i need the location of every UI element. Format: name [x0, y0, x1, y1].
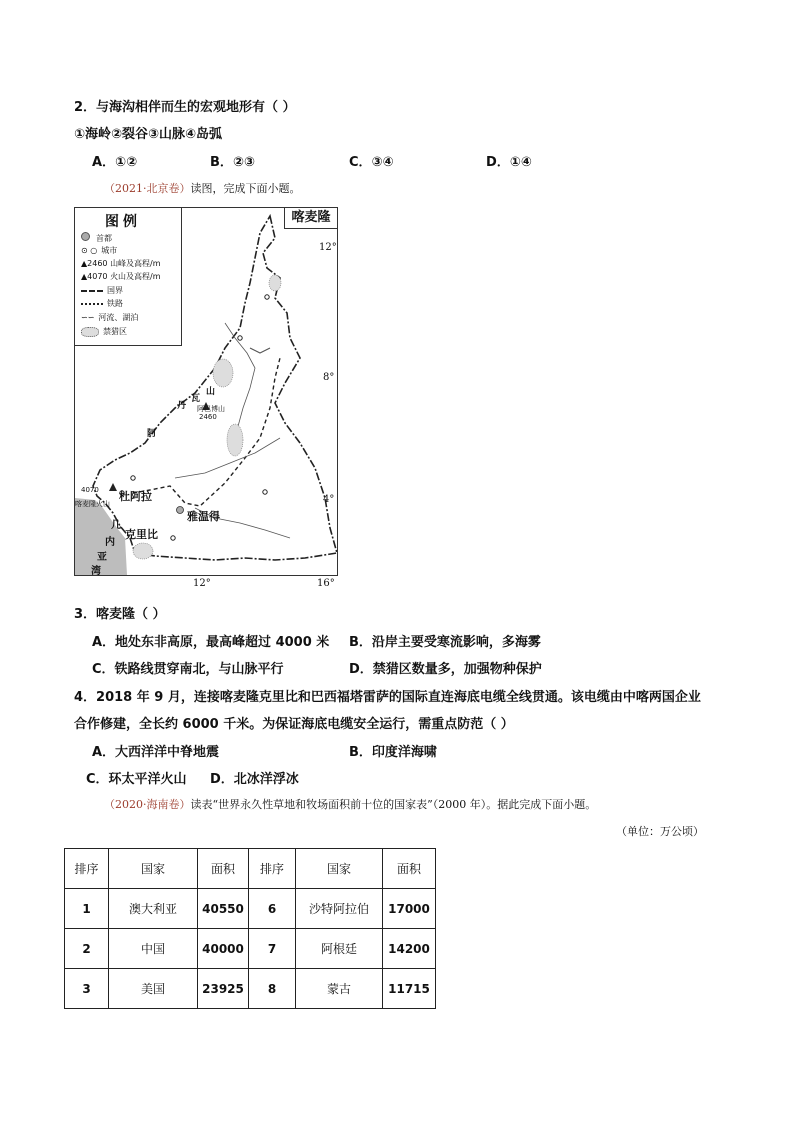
q4-stem-line1: 4．2018 年 9 月，连接喀麦隆克里比和巴西福塔雷萨的国际直连海底电缆全线贯通。该电缆由中喀两国企业 — [74, 690, 701, 705]
cell-country: 美国 — [109, 969, 198, 1009]
peak-name: 阿巴博山 — [197, 405, 225, 413]
intro-2020 — [104, 796, 596, 812]
header-area-1: 面积 — [198, 849, 249, 889]
intro-2021 — [104, 180, 301, 196]
header-area-2: 面积 — [383, 849, 436, 889]
legend-volcano — [81, 271, 161, 282]
capital-icon — [81, 232, 90, 241]
cell-area: 11715 — [383, 969, 436, 1009]
cell-area: 17000 — [383, 889, 436, 929]
header-rank-1: 排序 — [65, 849, 109, 889]
volcano-elevation: 4070 — [81, 486, 99, 494]
q3-option-a: A．地处东非高原，最高峰超过 4000 米 — [92, 635, 330, 650]
legend-city — [81, 245, 117, 256]
legend-city-label: 城市 — [101, 246, 118, 255]
cell-rank: 8 — [249, 969, 296, 1009]
peak-icon: ▲ — [81, 259, 88, 268]
cell-country: 沙特阿拉伯 — [296, 889, 383, 929]
intro-2021-year: （2021·北京卷） — [104, 182, 191, 195]
intro-2020-text: 读表“世界永久性草地和牧场面积前十位的国家表”（2000 年）。据此完成下面小题。 — [190, 798, 597, 811]
cell-rank: 6 — [249, 889, 296, 929]
table-header-row — [65, 849, 436, 889]
legend-peak-num: 2460 — [87, 259, 108, 268]
city-icon: ⊙ ○ — [81, 246, 98, 255]
legend-border — [81, 285, 123, 296]
river-icon: ∽∽ — [81, 313, 95, 322]
cell-country: 阿根廷 — [296, 929, 383, 969]
q4-option-c: C．环太平洋火山 — [86, 772, 187, 787]
coord-8n: 8° — [323, 372, 335, 383]
coord-12e: 12° — [193, 578, 211, 589]
table-row — [65, 929, 436, 969]
q3-stem: 3．喀麦隆（ ） — [74, 607, 166, 622]
reserve-icon — [81, 327, 99, 337]
border-line-icon — [81, 290, 103, 292]
peak-elevation: 2460 — [199, 413, 217, 421]
cell-area: 40550 — [198, 889, 249, 929]
coord-16e: 16° — [317, 578, 335, 589]
mountain-label-1: 丹 — [177, 401, 187, 411]
gulf-char-4: 湾 — [91, 566, 101, 577]
q2-items: ①海岭②裂谷③山脉④岛弧 — [74, 127, 223, 142]
cell-country: 中国 — [109, 929, 198, 969]
table-unit: （单位：万公顷） — [616, 825, 704, 838]
cell-rank: 7 — [249, 929, 296, 969]
legend-river-label: 河流、湖泊 — [98, 313, 139, 322]
legend-capital-label: 首都 — [96, 234, 112, 243]
q2-option-c: C．③④ — [349, 155, 394, 170]
q2-option-d: D．①④ — [486, 155, 532, 170]
legend-river — [81, 312, 138, 323]
legend-reserve — [81, 326, 127, 337]
cell-area: 23925 — [198, 969, 249, 1009]
gulf-char-3: 亚 — [97, 552, 107, 563]
header-country-1: 国家 — [109, 849, 198, 889]
cell-country: 蒙古 — [296, 969, 383, 1009]
legend-title: 图例 — [105, 214, 141, 230]
legend-volcano-num: 4070 — [87, 272, 108, 281]
map-title: 喀麦隆 — [284, 208, 337, 229]
table-row — [65, 969, 436, 1009]
q2-option-b: B．②③ — [210, 155, 255, 170]
cell-rank: 1 — [65, 889, 109, 929]
cell-area: 14200 — [383, 929, 436, 969]
q4-stem-line2: 合作修建，全长约 6000 千米。为保证海底电缆安全运行，需重点防范（ ） — [74, 717, 514, 732]
coord-12n: 12° — [319, 242, 337, 253]
intro-2020-year: （2020·海南卷） — [104, 798, 191, 811]
q2-option-a: A．①② — [92, 155, 138, 170]
legend-railway — [81, 298, 123, 309]
q3-option-c: C．铁路线贯穿南北，与山脉平行 — [92, 662, 284, 677]
intro-2021-text: 读图，完成下面小题。 — [190, 182, 301, 195]
header-country-2: 国家 — [296, 849, 383, 889]
city-kribi: 克里比 — [125, 528, 158, 541]
q3-option-d: D．禁猎区数量多，加强物种保护 — [349, 662, 542, 677]
cell-country: 澳大利亚 — [109, 889, 198, 929]
q4-option-a: A．大西洋洋中脊地震 — [92, 745, 220, 760]
legend-peak-label: 山峰及高程/m — [110, 259, 161, 268]
legend-capital — [81, 232, 112, 244]
city-yaounde: 雅温得 — [187, 510, 220, 523]
mountain-label-a: 阿 — [147, 429, 157, 439]
legend-railway-label: 铁路 — [107, 299, 123, 308]
legend-volcano-label: 火山及高程/m — [110, 272, 161, 281]
railway-line-icon — [81, 303, 103, 305]
mountain-label-2: 瓦 — [191, 394, 201, 404]
q3-option-b: B．沿岸主要受寒流影响，多海雾 — [349, 635, 541, 650]
map-legend — [75, 208, 182, 346]
volcano-icon: ▲ — [81, 272, 88, 281]
gulf-char-2: 内 — [105, 537, 115, 548]
city-douala: 杜阿拉 — [119, 490, 152, 503]
legend-reserve-label: 禁猎区 — [103, 327, 127, 336]
q2-stem: 2．与海沟相伴而生的宏观地形有（ ） — [74, 100, 296, 115]
coord-4n: 4° — [323, 494, 335, 505]
mountain-label-3: 山 — [206, 387, 216, 397]
pasture-table — [64, 848, 436, 1009]
cell-area: 40000 — [198, 929, 249, 969]
q4-option-b: B．印度洋海啸 — [349, 745, 437, 760]
cell-rank: 3 — [65, 969, 109, 1009]
gulf-char-1: 几 — [111, 520, 121, 531]
cell-rank: 2 — [65, 929, 109, 969]
table-row — [65, 889, 436, 929]
cameroon-map — [74, 207, 338, 589]
volcano-name: 喀麦隆火山 — [75, 500, 110, 508]
q4-option-d: D．北冰洋浮冰 — [210, 772, 299, 787]
header-rank-2: 排序 — [249, 849, 296, 889]
legend-peak — [81, 258, 161, 269]
legend-border-label: 国界 — [107, 286, 123, 295]
